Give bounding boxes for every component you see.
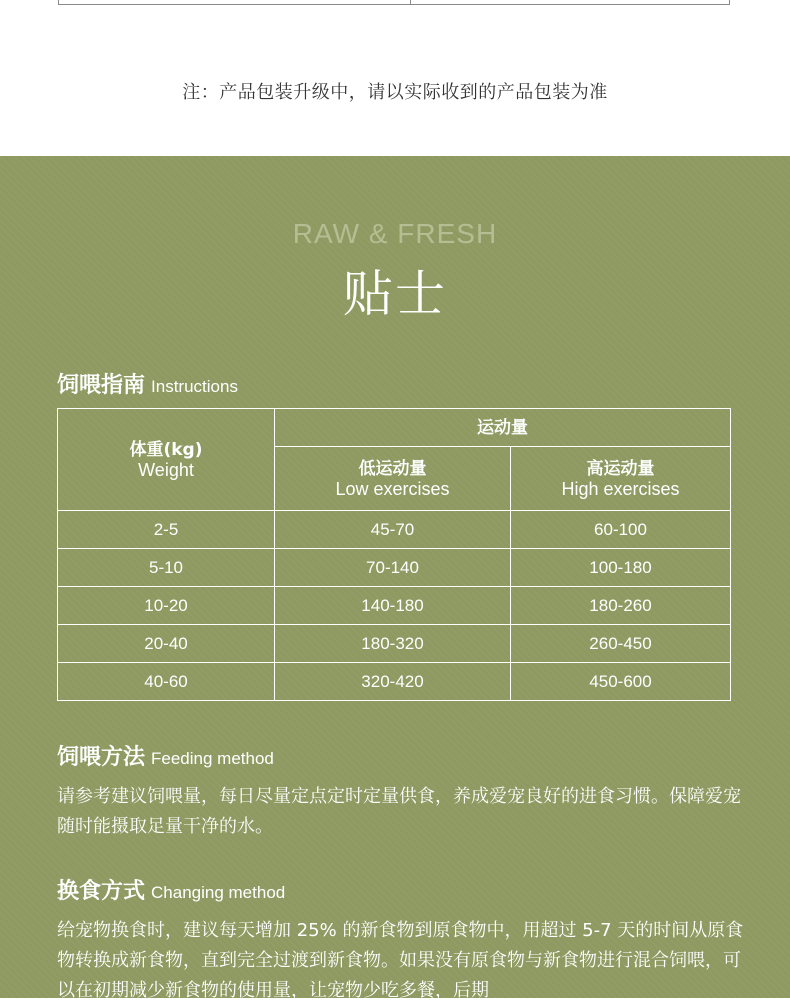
changing-title-en: Changing method <box>151 883 286 902</box>
changing-title-cn: 换食方式 <box>57 879 146 904</box>
high-cell: 450-600 <box>511 663 731 701</box>
feeding-title-cn: 饲喂方法 <box>57 745 146 770</box>
low-cell: 140-180 <box>275 587 511 625</box>
high-exercise-cn: 高运动量 <box>586 458 655 479</box>
low-cell: 320-420 <box>275 663 511 701</box>
instructions-title-cn: 饲喂指南 <box>57 373 146 398</box>
table-row <box>58 549 731 587</box>
weight-cell: 20-40 <box>58 625 275 663</box>
previous-table-bottom <box>58 0 730 5</box>
low-exercise-en: Low exercises <box>335 478 450 499</box>
low-cell: 70-140 <box>275 549 511 587</box>
feeding-text: 请参考建议饲喂量，每日尽量定点定时定量供食，养成爱宠良好的进食习惯。保障爱宠随时能摄取足量干净的水。 <box>57 786 741 837</box>
weight-header <box>58 409 275 511</box>
changing-heading <box>57 874 285 905</box>
exercise-header <box>275 409 731 447</box>
weight-cell: 2-5 <box>58 511 275 549</box>
tips-title: 贴士 <box>343 265 447 323</box>
high-exercise-en: High exercises <box>561 478 680 499</box>
table-row <box>58 663 731 701</box>
weight-header-en: Weight <box>138 459 194 480</box>
feeding-heading <box>57 740 274 771</box>
weight-cell: 40-60 <box>58 663 275 701</box>
table-row <box>58 511 731 549</box>
high-exercise-header <box>511 447 731 511</box>
table-divider <box>410 0 411 4</box>
table-row <box>58 625 731 663</box>
table-row <box>58 587 731 625</box>
tips-section <box>0 156 790 1001</box>
weight-cell: 5-10 <box>58 549 275 587</box>
low-exercise-header <box>275 447 511 511</box>
instructions-heading <box>57 368 238 399</box>
exercise-header-text: 运动量 <box>477 417 528 438</box>
weight-cell: 10-20 <box>58 587 275 625</box>
feeding-title-en: Feeding method <box>151 749 274 768</box>
low-cell: 180-320 <box>275 625 511 663</box>
low-exercise-cn: 低运动量 <box>358 458 427 479</box>
packaging-note: 注：产品包装升级中，请以实际收到的产品包装为准 <box>182 82 608 103</box>
low-cell: 45-70 <box>275 511 511 549</box>
changing-text: 给宠物换食时，建议每天增加 25% 的新食物到原食物中，用超过 5-7 天的时间从原食物转换成新食物，直到完全过渡到新食物。如果没有原食物与新食物进行混合饲喂，可以在初期减少新食物的使用量，让宠物少吃多餐，后期 <box>57 920 744 1001</box>
weight-header-cn: 体重(kg) <box>129 439 203 460</box>
high-cell: 100-180 <box>511 549 731 587</box>
high-cell: 260-450 <box>511 625 731 663</box>
brand-text: RAW & FRESH <box>292 218 498 249</box>
feeding-table <box>57 408 731 701</box>
high-cell: 60-100 <box>511 511 731 549</box>
high-cell: 180-260 <box>511 587 731 625</box>
top-section <box>0 0 790 156</box>
instructions-title-en: Instructions <box>151 377 238 396</box>
